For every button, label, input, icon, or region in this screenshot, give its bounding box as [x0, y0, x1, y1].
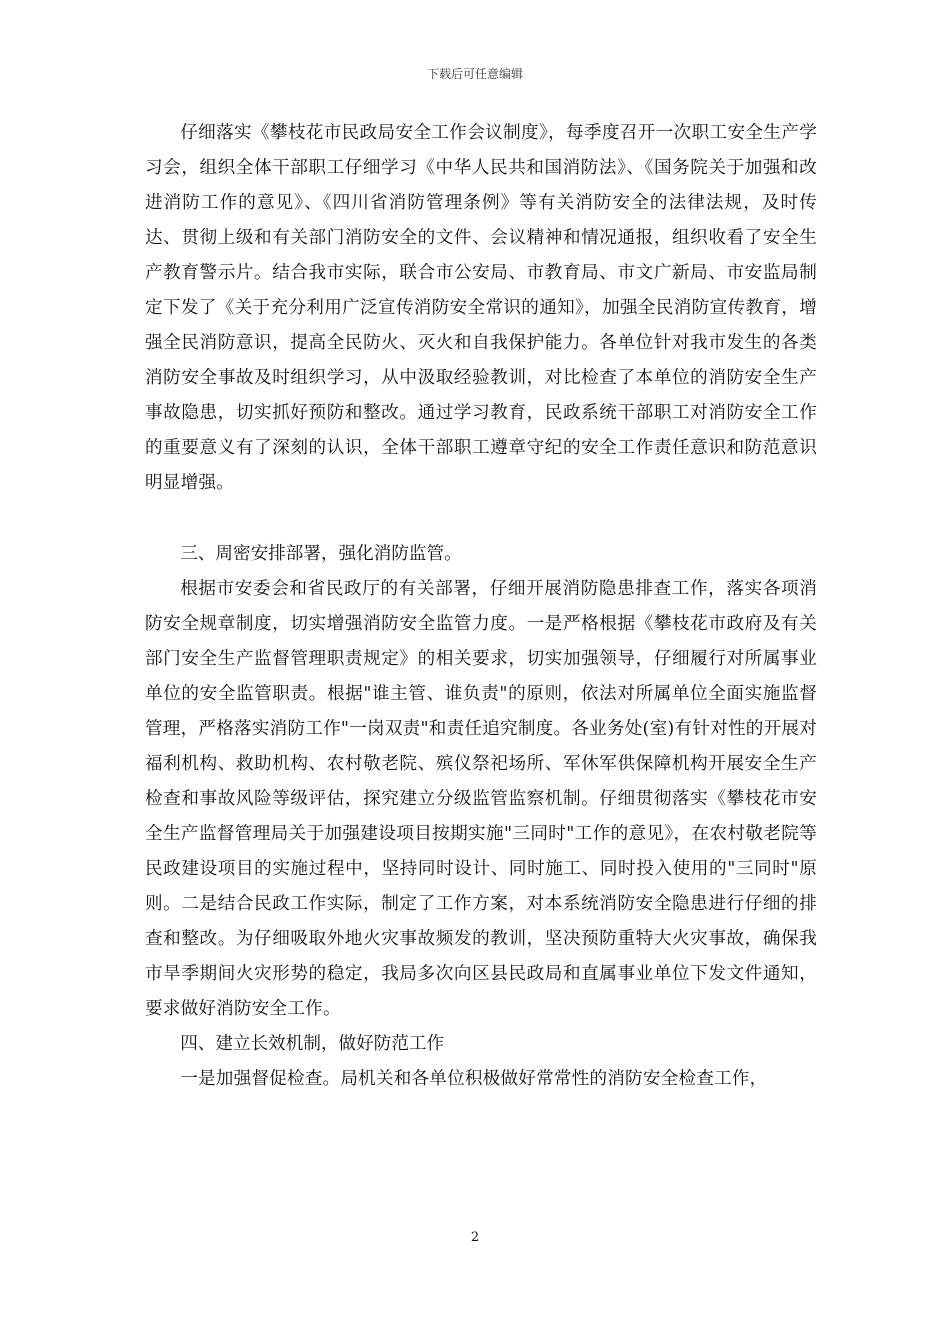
page-header: 下载后可任意编辑 [426, 67, 523, 81]
page-number: 2 [470, 1230, 480, 1245]
section-gap [145, 501, 817, 537]
paragraph-inspection: 一是加强督促检查。局机关和各单位积极做好常常性的消防安全检查工作， [180, 1069, 768, 1089]
paragraph-study-education: 仔细落实《攀枝花市民政局安全工作会议制度》，每季度召开一次职工安全生产学习会，组织全体干部职工仔细学习《中华人民共和国消防法》、《国务院关于加强和改进消防工作的意见》、《四川省消防管理条例》等有关消防安全的法律法规，及时传达、贯彻上级和有关部门消防安全的文件、会议精神和情况通报，组织收看了安全生产教育警示片。结合我市实际，联合市公安局、市教育局、市文广新局、市安监局制定下发了《关于充分利用广泛宣传消防安全常识的通知》，加强全民消防宣传教育，增强全民消防意识，提高全民防火、灭火和自我保护能力。各单位针对我市发生的各类消防安全事故及时组织学习，从中汲取经验教训，对比检查了本单位的消防安全生产事故隐患，切实抓好预防和整改。通过学习教育，民政系统干部职工对消防安全工作的重要意义有了深刻的认识，全体干部职工遵章守纪的安全工作责任意识和防范意识明显增强。 [145, 123, 817, 493]
section-heading-4: 四、建立长效机制，做好防范工作 [180, 1034, 445, 1054]
document-body [145, 116, 817, 1097]
paragraph-supervision: 根据市安委会和省民政厅的有关部署，仔细开展消防隐患排查工作，落实各项消防安全规章制度，切实增强消防安全监管力度。一是严格根据《攀枝花市政府及有关部门安全生产监督管理职责规定》的相关要求，切实加强领导，仔细履行对所属事业单位的安全监管职责。根据"谁主管、谁负责"的原则，依法对所属单位全面实施监督管理，严格落实消防工作"一岗双责"和责任追究制度。各业务处(室)有针对性的开展对福利机构、救助机构、农村敬老院、殡仪祭祀场所、军休军供保障机构开展安全生产检查和事故风险等级评估，探究建立分级监管监察机制。仔细贯彻落实《攀枝花市安全生产监督管理局关于加强建设项目按期实施"三同时"工作的意见》，在农村敬老院等民政建设项目的实施过程中，坚持同时设计、同时施工、同时投入使用的"三同时"原则。二是结合民政工作实际，制定了工作方案，对本系统消防安全隐患进行仔细的排查和整改。为仔细吸取外地火灾事故频发的教训，坚决预防重特大火灾事故，确保我市旱季期间火灾形势的稳定，我局多次向区县民政局和直属事业单位下发文件通知，要求做好消防安全工作。 [145, 579, 817, 1019]
section-heading-3: 三、周密安排部署，强化消防监管。 [180, 544, 462, 564]
